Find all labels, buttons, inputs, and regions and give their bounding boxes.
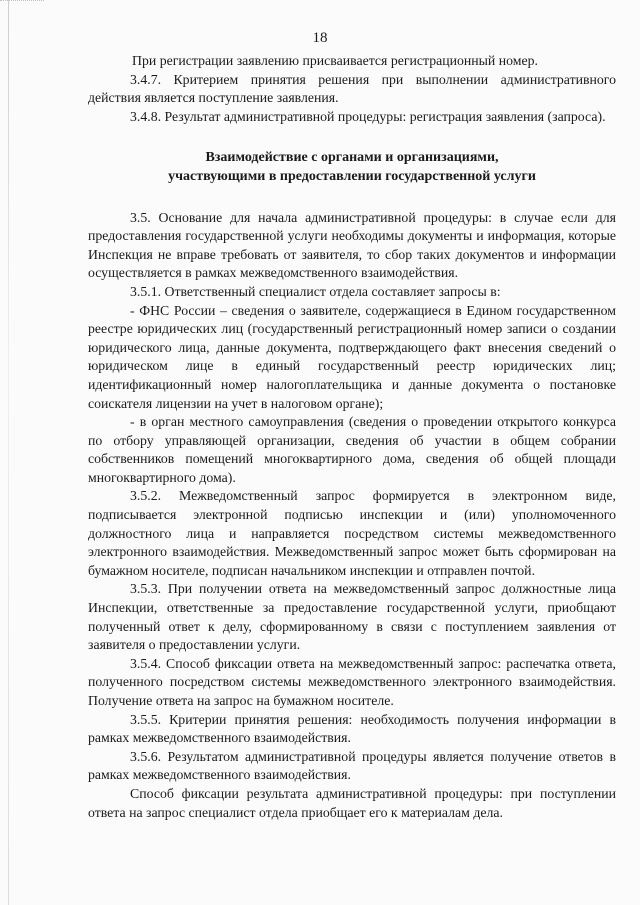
paragraph: 3.5.6. Результатом административной процедуры является получение ответов в рамках межведомственного взаимодействия. (88, 748, 616, 783)
paragraph: 3.5.4. Способ фиксации ответа на межведомственный запрос: распечатка ответа, полученного посредством системы межведомственного электронного взаимодействия. Получение ответа на запрос на бумажном носителе. (88, 655, 616, 708)
list-item: - в орган местного самоуправления (сведения о проведении открытого конкурса по отбору управляющей организации, сведения об участии в общем собрании собственников помещений многоквартирного дома, сведения об общей площади многоквартирного дома). (88, 414, 616, 485)
paragraph: Способ фиксации результата административной процедуры: при поступлении ответа на запрос специалист отдела приобщает его к материалам дела. (88, 785, 616, 820)
paragraph: При регистрации заявлению присваивается регистрационный номер. (132, 53, 538, 68)
paragraph: 3.4.7. Критерием принятия решения при выполнении административного действия является поступление заявления. (88, 71, 616, 106)
paragraph: 3.5.5. Критерии принятия решения: необходимость получения информации в рамках межведомственного взаимодействия. (88, 711, 616, 746)
paragraph: 3.5.3. При получении ответа на межведомственный запрос должностные лица Инспекции, ответственные за предоставление государственной услуги, приобщают полученный ответ к делу, сформированному в связи с поступлением заявления от заявителя о предоставлении услуги. (88, 581, 616, 653)
section-heading-line: участвующими в предоставлении государственной услуги (168, 168, 536, 184)
document-body (88, 52, 616, 822)
list-item: - ФНС России – сведения о заявителе, содержащиеся в Едином государственном реестре юридических лиц (государственный регистрационный номер записи о создании юридического лица, данные документа, подтверждающего факт внесения сведений о юридическом лице в единый государственный реестр юридических лиц; идентификационный номер налогоплательщика и данные документа о постановке соискателя лицензии на учет в налоговом органе); (88, 302, 616, 411)
paragraph: 3.5. Основание для начала административной процедуры: в случае если для предоставления государственной услуги необходимы документы и информация, которые Инспекция не вправе требовать от заявителя, то сбор таких документов и информации осуществляется в рамках межведомственного взаимодействия. (88, 209, 616, 281)
page-number: 18 (312, 30, 328, 46)
scan-corner-mark (0, 0, 44, 11)
paragraph: 3.5.2. Межведомственный запрос формируется в электронном виде, подписывается электронной подписью инспекции и (или) уполномоченного должностного лица и направляется посредством системы межведомственного электронного взаимодействия. Межведомственный запрос может быть сформирован на бумажном носителе, подписан начальником инспекции и отправлен почтой. (88, 488, 616, 578)
section-heading (88, 149, 616, 186)
paragraph: 3.4.8. Результат административной процедуры: регистрация заявления (запроса). (130, 108, 606, 124)
paragraph: 3.5.1. Ответственный специалист отдела составляет запросы в: (130, 283, 501, 299)
scan-edge (8, 0, 9, 905)
section-heading-line: Взаимодействие с органами и организациями, (205, 150, 499, 166)
